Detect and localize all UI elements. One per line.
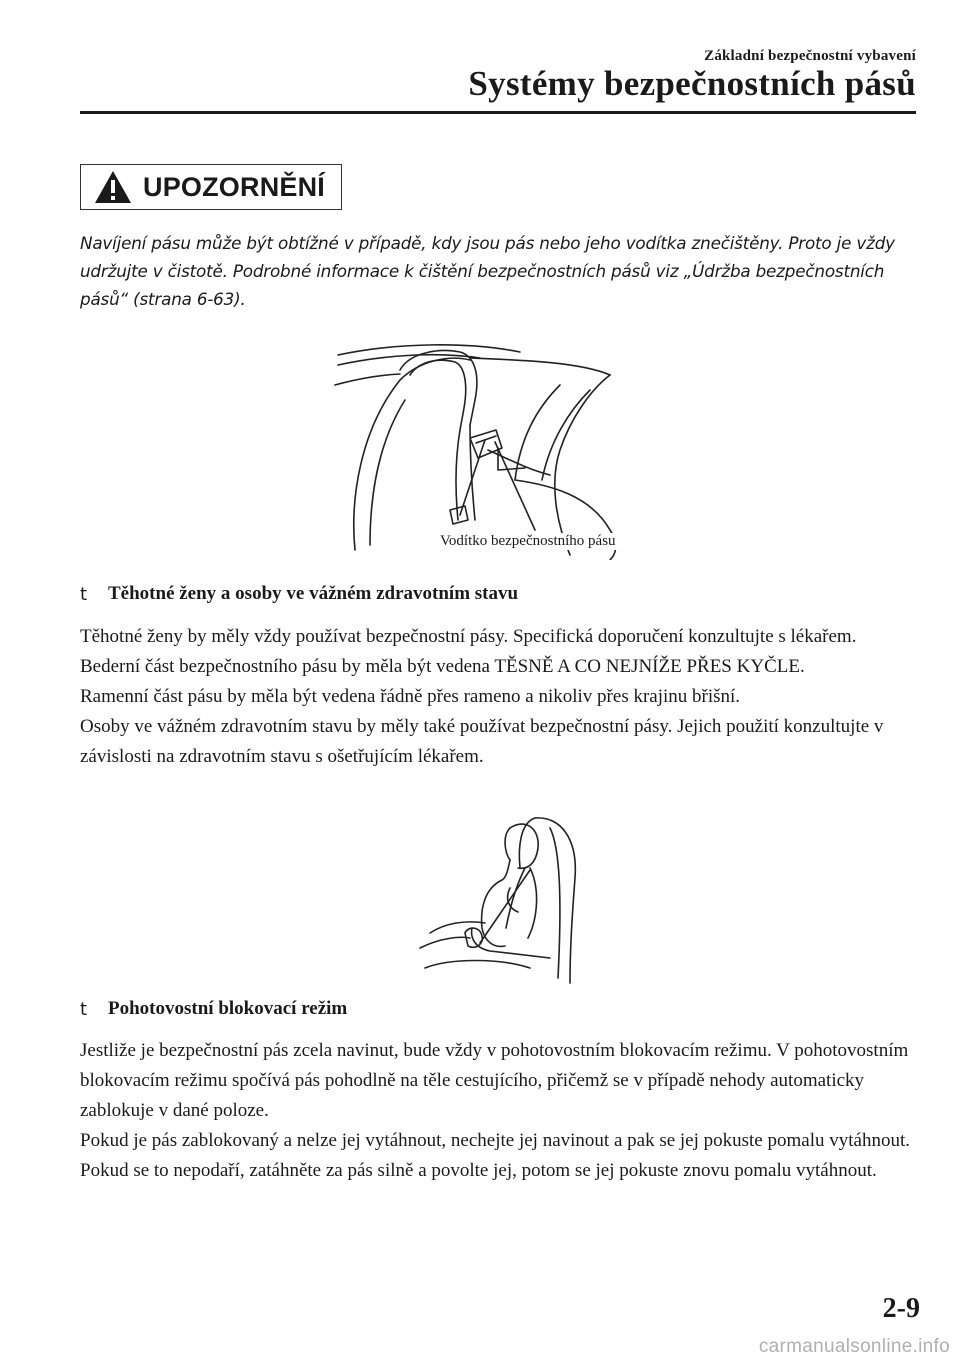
warning-box: [80, 164, 342, 210]
paragraph: Bederní část bezpečnostního pásu by měla být vedena TĚSNĚ A CO NEJNÍŽE PŘES KYČLE.: [80, 656, 805, 677]
warning-text: Navíjení pásu může být obtížné v případě, kdy jsou pás nebo jeho vodítka znečištěny. Proto je vždy udržujte v čistotě. Podrobné informace k čištění bezpečnostních pásů viz „Údržba bezpečnostních pásů“ (strana 6-63).: [80, 233, 895, 309]
paragraph: Ramenní část pásu by měla být vedena řádně přes rameno a nikoliv přes krajinu břišní.: [80, 686, 741, 707]
section-heading-text: Pohotovostní blokovací režim: [108, 998, 348, 1019]
warning-label: UPOZORNĚNÍ: [143, 171, 326, 202]
paragraph: Pokud je pás zablokovaný a nelze jej vytáhnout, nechejte jej navinout a pak se jej pokuste pomalu vytáhnout. Pokud se to nepodaří, zatáhněte za pás silně a povolte jej, potom se jej pokuste znovu pomalu vytáhnout.: [80, 1130, 910, 1181]
section-body-pregnant: [80, 622, 920, 772]
seatbelt-guide-illustration: [320, 330, 680, 560]
warning-triangle-icon: [93, 169, 133, 205]
section-bullet: t: [80, 998, 88, 1020]
section-body-standby-lock: [80, 1036, 920, 1186]
paragraph: Těhotné ženy by měly vždy používat bezpečnostní pásy. Specifická doporučení konzultujte s lékařem.: [80, 626, 857, 647]
figure-caption: Vodítko bezpečnostního pásu: [440, 533, 616, 549]
paragraph: Osoby ve vážném zdravotním stavu by měly také používat bezpečnostní pásy. Jejich použití konzultujte v závislosti na zdravotním stavu s ošetřujícím lékařem.: [80, 716, 884, 767]
section-heading-pregnant: [80, 583, 518, 605]
page-number: 2-9: [882, 1293, 920, 1324]
section-heading-text: Těhotné ženy a osoby ve vážném zdravotním stavu: [108, 583, 519, 604]
page-title: Systémy bezpečnostních pásů: [468, 64, 916, 103]
chapter-title: Základní bezpečnostní vybavení: [704, 48, 916, 64]
paragraph: Jestliže je bezpečnostní pás zcela navinut, bude vždy v pohotovostním blokovacím režimu. V pohotovostním blokovacím režimu spočívá pás pohodlně na těle cestujícího, přičemž se v případě nehody automaticky zablokuje v dané poloze.: [80, 1040, 909, 1121]
section-heading-standby-lock: [80, 998, 347, 1020]
header-divider: [80, 111, 916, 114]
pregnant-woman-seatbelt-illustration: [410, 808, 590, 988]
section-bullet: t: [80, 583, 88, 605]
watermark: carmanualsonline.info: [758, 1336, 950, 1357]
